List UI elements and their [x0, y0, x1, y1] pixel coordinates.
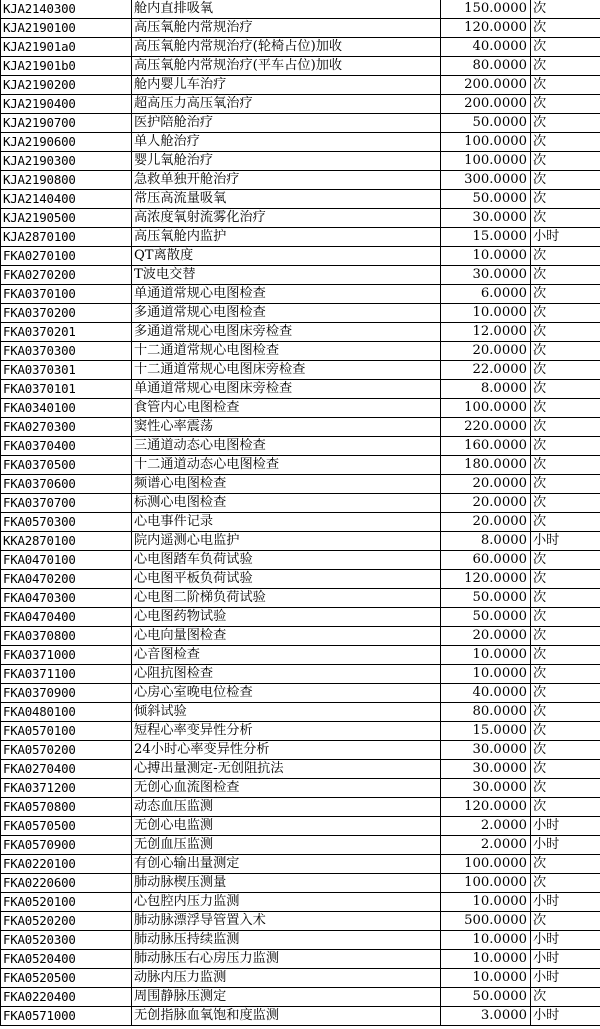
item-code-cell: FKA0570300 — [1, 513, 132, 532]
item-unit-cell: 次 — [531, 703, 600, 722]
item-code-cell: FKA0470400 — [1, 608, 132, 627]
item-code-cell: FKA0370500 — [1, 456, 132, 475]
table-row — [1, 114, 600, 133]
item-unit-cell: 次 — [531, 38, 600, 57]
table-row — [1, 798, 600, 817]
item-unit-cell: 小时 — [531, 1007, 600, 1026]
item-code-cell: FKA0270400 — [1, 760, 132, 779]
item-name-cell: 高压氧舱内监护 — [132, 228, 441, 247]
item-code-cell: FKA0370400 — [1, 437, 132, 456]
item-unit-cell: 次 — [531, 684, 600, 703]
item-price-cell: 80.0000 — [441, 703, 531, 722]
item-unit-cell: 次 — [531, 380, 600, 399]
item-unit-cell: 次 — [531, 798, 600, 817]
item-name-cell: 窦性心率震荡 — [132, 418, 441, 437]
item-code-cell: FKA0270200 — [1, 266, 132, 285]
item-name-cell: 舱内婴儿车治疗 — [132, 76, 441, 95]
item-price-cell: 20.0000 — [441, 513, 531, 532]
item-name-cell: 肺动脉压右心房压力监测 — [132, 950, 441, 969]
table-row — [1, 209, 600, 228]
item-name-cell: 无创心血流图检查 — [132, 779, 441, 798]
item-price-cell: 80.0000 — [441, 57, 531, 76]
item-price-cell: 120.0000 — [441, 570, 531, 589]
item-code-cell: FKA0520300 — [1, 931, 132, 950]
item-name-cell: 婴儿氧舱治疗 — [132, 152, 441, 171]
item-unit-cell: 小时 — [531, 969, 600, 988]
table-row — [1, 855, 600, 874]
item-code-cell: FKA0520400 — [1, 950, 132, 969]
item-code-cell: FKA0470300 — [1, 589, 132, 608]
item-unit-cell: 次 — [531, 722, 600, 741]
item-unit-cell: 次 — [531, 342, 600, 361]
item-code-cell: FKA0470200 — [1, 570, 132, 589]
item-price-cell: 3.0000 — [441, 1007, 531, 1026]
table-row — [1, 665, 600, 684]
item-name-cell: 动态血压监测 — [132, 798, 441, 817]
item-price-cell: 20.0000 — [441, 342, 531, 361]
item-code-cell: KJA2870100 — [1, 228, 132, 247]
item-price-cell: 50.0000 — [441, 988, 531, 1007]
item-price-cell: 2.0000 — [441, 817, 531, 836]
table-row — [1, 456, 600, 475]
table-row — [1, 703, 600, 722]
table-row — [1, 608, 600, 627]
item-unit-cell: 次 — [531, 437, 600, 456]
item-price-cell: 50.0000 — [441, 190, 531, 209]
item-unit-cell: 次 — [531, 285, 600, 304]
table-row — [1, 988, 600, 1007]
item-price-cell: 22.0000 — [441, 361, 531, 380]
item-code-cell: KJA21901a0 — [1, 38, 132, 57]
item-name-cell: 医护陪舱治疗 — [132, 114, 441, 133]
table-row — [1, 228, 600, 247]
item-name-cell: 无创指脉血氧饱和度监测 — [132, 1007, 441, 1026]
item-price-cell: 100.0000 — [441, 874, 531, 893]
table-row — [1, 760, 600, 779]
table-row — [1, 418, 600, 437]
item-unit-cell: 次 — [531, 323, 600, 342]
item-name-cell: 无创血压监测 — [132, 836, 441, 855]
item-unit-cell: 次 — [531, 646, 600, 665]
item-price-cell: 100.0000 — [441, 855, 531, 874]
item-price-cell: 150.0000 — [441, 0, 531, 19]
table-row — [1, 931, 600, 950]
item-code-cell: FKA0370800 — [1, 627, 132, 646]
item-price-cell: 8.0000 — [441, 532, 531, 551]
table-row — [1, 304, 600, 323]
table-row — [1, 285, 600, 304]
item-code-cell: KJA2140400 — [1, 190, 132, 209]
item-unit-cell: 次 — [531, 513, 600, 532]
item-code-cell: FKA0340100 — [1, 399, 132, 418]
item-unit-cell: 次 — [531, 399, 600, 418]
item-code-cell: FKA0371100 — [1, 665, 132, 684]
table-row — [1, 266, 600, 285]
item-name-cell: 舱内直排吸氧 — [132, 0, 441, 19]
item-price-cell: 220.0000 — [441, 418, 531, 437]
item-unit-cell: 次 — [531, 627, 600, 646]
item-price-cell: 10.0000 — [441, 247, 531, 266]
item-unit-cell: 次 — [531, 456, 600, 475]
table-row — [1, 646, 600, 665]
item-price-cell: 500.0000 — [441, 912, 531, 931]
item-unit-cell: 次 — [531, 741, 600, 760]
item-unit-cell: 次 — [531, 760, 600, 779]
table-row — [1, 570, 600, 589]
item-code-cell: FKA0470100 — [1, 551, 132, 570]
item-price-cell: 50.0000 — [441, 589, 531, 608]
item-name-cell: 无创心电监测 — [132, 817, 441, 836]
item-unit-cell: 次 — [531, 266, 600, 285]
item-price-cell: 50.0000 — [441, 608, 531, 627]
item-name-cell: 心电图药物试验 — [132, 608, 441, 627]
item-unit-cell: 次 — [531, 912, 600, 931]
item-code-cell: FKA0480100 — [1, 703, 132, 722]
item-name-cell: 周围静脉压测定 — [132, 988, 441, 1007]
item-code-cell: FKA0371200 — [1, 779, 132, 798]
item-unit-cell: 小时 — [531, 817, 600, 836]
item-price-cell: 15.0000 — [441, 228, 531, 247]
item-price-cell: 30.0000 — [441, 209, 531, 228]
table-row — [1, 532, 600, 551]
item-code-cell: FKA0371000 — [1, 646, 132, 665]
item-price-cell: 100.0000 — [441, 152, 531, 171]
item-price-cell: 20.0000 — [441, 627, 531, 646]
item-unit-cell: 次 — [531, 76, 600, 95]
item-price-cell: 120.0000 — [441, 798, 531, 817]
item-name-cell: 常压高流量吸氧 — [132, 190, 441, 209]
item-name-cell: 肺动脉压持续监测 — [132, 931, 441, 950]
item-price-cell: 160.0000 — [441, 437, 531, 456]
item-code-cell: FKA0570500 — [1, 817, 132, 836]
item-unit-cell: 次 — [531, 114, 600, 133]
table-row — [1, 171, 600, 190]
item-unit-cell: 小时 — [531, 950, 600, 969]
item-code-cell: KKA2870100 — [1, 532, 132, 551]
table-row — [1, 836, 600, 855]
item-name-cell: 心电图二阶梯负荷试验 — [132, 589, 441, 608]
item-name-cell: 动脉内压力监测 — [132, 969, 441, 988]
item-unit-cell: 次 — [531, 570, 600, 589]
table-row — [1, 247, 600, 266]
item-name-cell: 十二通道动态心电图检查 — [132, 456, 441, 475]
item-price-cell: 40.0000 — [441, 38, 531, 57]
item-unit-cell: 次 — [531, 361, 600, 380]
item-unit-cell: 次 — [531, 988, 600, 1007]
table-row — [1, 1007, 600, 1026]
item-name-cell: T波电交替 — [132, 266, 441, 285]
price-table-body — [1, 0, 600, 1026]
item-code-cell: FKA0571000 — [1, 1007, 132, 1026]
item-unit-cell: 次 — [531, 589, 600, 608]
item-price-cell: 15.0000 — [441, 722, 531, 741]
table-row — [1, 817, 600, 836]
item-name-cell: 单人舱治疗 — [132, 133, 441, 152]
table-row — [1, 38, 600, 57]
table-row — [1, 95, 600, 114]
table-row — [1, 969, 600, 988]
item-price-cell: 10.0000 — [441, 304, 531, 323]
item-unit-cell: 次 — [531, 57, 600, 76]
item-code-cell: FKA0570800 — [1, 798, 132, 817]
item-price-cell: 300.0000 — [441, 171, 531, 190]
item-price-cell: 6.0000 — [441, 285, 531, 304]
item-name-cell: 多通道常规心电图检查 — [132, 304, 441, 323]
item-name-cell: 频谱心电图检查 — [132, 475, 441, 494]
item-name-cell: 单通道常规心电图床旁检查 — [132, 380, 441, 399]
item-price-cell: 40.0000 — [441, 684, 531, 703]
item-code-cell: FKA0570100 — [1, 722, 132, 741]
item-unit-cell: 次 — [531, 855, 600, 874]
item-price-cell: 30.0000 — [441, 266, 531, 285]
item-unit-cell: 次 — [531, 190, 600, 209]
item-name-cell: 短程心率变异性分析 — [132, 722, 441, 741]
item-name-cell: 24小时心率变异性分析 — [132, 741, 441, 760]
item-unit-cell: 小时 — [531, 228, 600, 247]
table-row — [1, 893, 600, 912]
table-row — [1, 0, 600, 19]
item-unit-cell: 次 — [531, 152, 600, 171]
item-unit-cell: 次 — [531, 133, 600, 152]
item-price-cell: 200.0000 — [441, 95, 531, 114]
table-row — [1, 722, 600, 741]
table-row — [1, 684, 600, 703]
item-unit-cell: 次 — [531, 665, 600, 684]
table-row — [1, 361, 600, 380]
item-code-cell: KJA2190200 — [1, 76, 132, 95]
item-name-cell: 心包腔内压力监测 — [132, 893, 441, 912]
item-price-cell: 30.0000 — [441, 760, 531, 779]
item-name-cell: 十二通道常规心电图床旁检查 — [132, 361, 441, 380]
item-code-cell: KJA2190700 — [1, 114, 132, 133]
item-name-cell: 心音图检查 — [132, 646, 441, 665]
item-price-cell: 30.0000 — [441, 741, 531, 760]
item-name-cell: 心搏出量测定-无创阻抗法 — [132, 760, 441, 779]
table-row — [1, 912, 600, 931]
item-code-cell: KJA2140300 — [1, 0, 132, 19]
item-name-cell: 有创心输出量测定 — [132, 855, 441, 874]
item-code-cell: FKA0370700 — [1, 494, 132, 513]
table-row — [1, 627, 600, 646]
item-name-cell: 心电图平板负荷试验 — [132, 570, 441, 589]
item-name-cell: 心阻抗图检查 — [132, 665, 441, 684]
item-name-cell: 多通道常规心电图床旁检查 — [132, 323, 441, 342]
table-row — [1, 494, 600, 513]
item-name-cell: 食管内心电图检查 — [132, 399, 441, 418]
table-row — [1, 76, 600, 95]
item-code-cell: FKA0270100 — [1, 247, 132, 266]
item-name-cell: 心电向量图检查 — [132, 627, 441, 646]
item-code-cell: FKA0370100 — [1, 285, 132, 304]
item-code-cell: KJA2190500 — [1, 209, 132, 228]
item-name-cell: 十二通道常规心电图检查 — [132, 342, 441, 361]
item-unit-cell: 次 — [531, 608, 600, 627]
item-code-cell: KJA2190400 — [1, 95, 132, 114]
item-unit-cell: 次 — [531, 304, 600, 323]
item-name-cell: 心电事件记录 — [132, 513, 441, 532]
item-unit-cell: 次 — [531, 0, 600, 19]
item-code-cell: FKA0370200 — [1, 304, 132, 323]
table-row — [1, 437, 600, 456]
item-price-cell: 120.0000 — [441, 19, 531, 38]
table-row — [1, 589, 600, 608]
item-unit-cell: 小时 — [531, 893, 600, 912]
item-code-cell: FKA0370201 — [1, 323, 132, 342]
item-name-cell: 心房心室晚电位检查 — [132, 684, 441, 703]
table-row — [1, 551, 600, 570]
item-price-cell: 50.0000 — [441, 114, 531, 133]
table-row — [1, 874, 600, 893]
item-code-cell: FKA0520500 — [1, 969, 132, 988]
item-code-cell: FKA0520200 — [1, 912, 132, 931]
item-unit-cell: 次 — [531, 209, 600, 228]
item-code-cell: FKA0570900 — [1, 836, 132, 855]
table-row — [1, 342, 600, 361]
item-code-cell: KJA2190300 — [1, 152, 132, 171]
item-code-cell: FKA0220100 — [1, 855, 132, 874]
item-price-cell: 10.0000 — [441, 931, 531, 950]
item-code-cell: FKA0520100 — [1, 893, 132, 912]
item-unit-cell: 次 — [531, 19, 600, 38]
item-name-cell: QT离散度 — [132, 247, 441, 266]
item-unit-cell: 次 — [531, 874, 600, 893]
item-name-cell: 倾斜试验 — [132, 703, 441, 722]
item-name-cell: 急救单独开舱治疗 — [132, 171, 441, 190]
item-unit-cell: 次 — [531, 551, 600, 570]
table-row — [1, 380, 600, 399]
item-price-cell: 20.0000 — [441, 494, 531, 513]
item-unit-cell: 次 — [531, 171, 600, 190]
item-price-cell: 20.0000 — [441, 475, 531, 494]
item-name-cell: 高压氧舱内常规治疗 — [132, 19, 441, 38]
item-code-cell: FKA0370301 — [1, 361, 132, 380]
item-name-cell: 心电图踏车负荷试验 — [132, 551, 441, 570]
item-name-cell: 高压氧舱内常规治疗(轮椅占位)加收 — [132, 38, 441, 57]
item-price-cell: 200.0000 — [441, 76, 531, 95]
item-name-cell: 单通道常规心电图检查 — [132, 285, 441, 304]
item-code-cell: FKA0220600 — [1, 874, 132, 893]
item-unit-cell: 小时 — [531, 532, 600, 551]
item-name-cell: 三通道动态心电图检查 — [132, 437, 441, 456]
table-row — [1, 57, 600, 76]
item-name-cell: 肺动脉漂浮导管置入术 — [132, 912, 441, 931]
item-name-cell: 高浓度氧射流雾化治疗 — [132, 209, 441, 228]
item-code-cell: FKA0570200 — [1, 741, 132, 760]
item-code-cell: KJA2190600 — [1, 133, 132, 152]
item-name-cell: 标测心电图检查 — [132, 494, 441, 513]
item-price-cell: 8.0000 — [441, 380, 531, 399]
table-row — [1, 133, 600, 152]
item-price-cell: 10.0000 — [441, 950, 531, 969]
table-row — [1, 513, 600, 532]
item-price-cell: 12.0000 — [441, 323, 531, 342]
item-code-cell: FKA0370300 — [1, 342, 132, 361]
item-price-cell: 180.0000 — [441, 456, 531, 475]
item-name-cell: 超高压力高压氧治疗 — [132, 95, 441, 114]
item-name-cell: 院内遥测心电监护 — [132, 532, 441, 551]
table-row — [1, 741, 600, 760]
item-price-cell: 10.0000 — [441, 665, 531, 684]
item-name-cell: 高压氧舱内常规治疗(平车占位)加收 — [132, 57, 441, 76]
item-price-cell: 30.0000 — [441, 779, 531, 798]
item-price-cell: 10.0000 — [441, 969, 531, 988]
item-price-cell: 10.0000 — [441, 893, 531, 912]
item-name-cell: 肺动脉楔压测量 — [132, 874, 441, 893]
item-code-cell: FKA0270300 — [1, 418, 132, 437]
item-price-cell: 60.0000 — [441, 551, 531, 570]
table-row — [1, 779, 600, 798]
item-code-cell: FKA0370600 — [1, 475, 132, 494]
table-row — [1, 399, 600, 418]
table-row — [1, 19, 600, 38]
table-row — [1, 950, 600, 969]
table-row — [1, 152, 600, 171]
item-unit-cell: 小时 — [531, 836, 600, 855]
item-unit-cell: 小时 — [531, 931, 600, 950]
item-unit-cell: 次 — [531, 418, 600, 437]
table-row — [1, 190, 600, 209]
table-row — [1, 323, 600, 342]
item-code-cell: KJA21901b0 — [1, 57, 132, 76]
item-unit-cell: 次 — [531, 779, 600, 798]
item-unit-cell: 次 — [531, 475, 600, 494]
item-code-cell: KJA2190100 — [1, 19, 132, 38]
item-unit-cell: 次 — [531, 95, 600, 114]
item-price-cell: 100.0000 — [441, 133, 531, 152]
item-price-cell: 2.0000 — [441, 836, 531, 855]
table-row — [1, 475, 600, 494]
item-price-cell: 10.0000 — [441, 646, 531, 665]
item-unit-cell: 次 — [531, 247, 600, 266]
item-code-cell: FKA0220400 — [1, 988, 132, 1007]
item-code-cell: FKA0370101 — [1, 380, 132, 399]
item-code-cell: KJA2190800 — [1, 171, 132, 190]
item-unit-cell: 次 — [531, 494, 600, 513]
item-price-cell: 100.0000 — [441, 399, 531, 418]
item-code-cell: FKA0370900 — [1, 684, 132, 703]
